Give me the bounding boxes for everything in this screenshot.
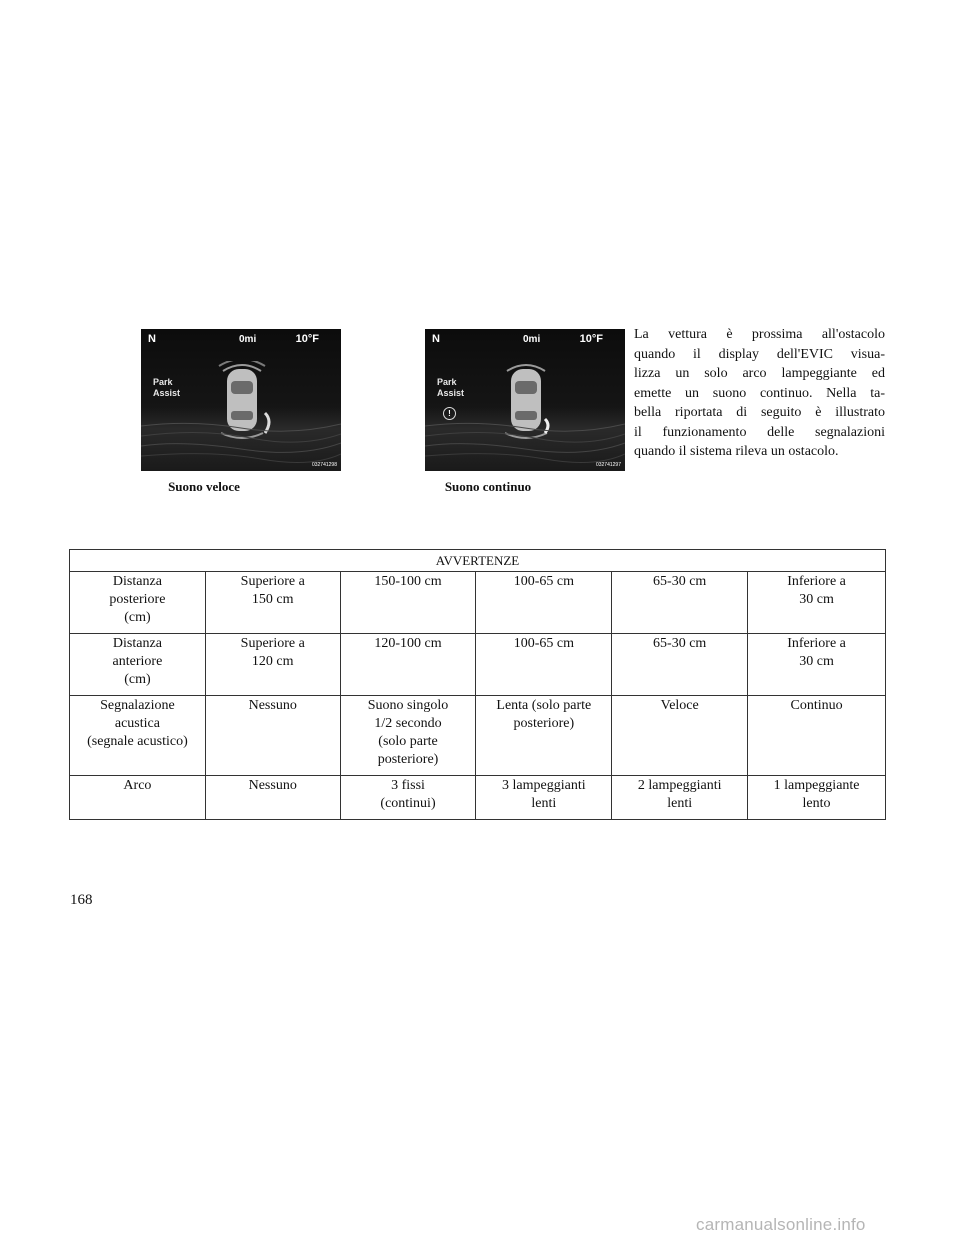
cell-line: Lenta (solo parte (496, 698, 592, 713)
table-row (70, 696, 886, 776)
table-cell (340, 776, 476, 820)
table-cell (612, 634, 748, 696)
park-assist-label-line1: Park (437, 377, 457, 387)
cell-line: (cm) (124, 672, 151, 687)
table-cell (205, 696, 340, 776)
park-assist-label-line2: Assist (437, 388, 465, 398)
paragraph-line: La vettura è prossima all'ostacolo (634, 327, 885, 342)
image-code: 032741298 (311, 462, 337, 468)
gear-indicator: N (148, 333, 156, 345)
park-assist-display (425, 329, 625, 471)
table-cell (476, 634, 612, 696)
cell-line: Nessuno (248, 778, 297, 793)
cell-line: 30 cm (799, 654, 834, 669)
cell-line: Continuo (790, 698, 843, 713)
table-cell (748, 634, 886, 696)
cell-line: posteriore (109, 592, 166, 607)
image-code: 032741297 (595, 462, 621, 468)
table-cell (340, 634, 476, 696)
table-cell (205, 776, 340, 820)
table-cell (748, 572, 886, 634)
paragraph-line: il funzionamento delle segnalazioni (634, 424, 885, 440)
table-title-row (70, 550, 886, 572)
table-cell (340, 696, 476, 776)
cell-line: Superiore a (240, 574, 305, 589)
cell-line: lenti (667, 796, 693, 811)
cell-line: 65-30 cm (653, 574, 707, 589)
cell-line: Suono singolo (367, 698, 449, 713)
table-row (70, 572, 886, 634)
table-cell (748, 776, 886, 820)
paragraph-line: quando il display dell'EVIC visua- (634, 346, 885, 362)
park-assist-label (437, 377, 464, 399)
table-cell (205, 634, 340, 696)
cell-line: Inferiore a (787, 636, 846, 651)
cell-line: (solo parte (378, 734, 438, 749)
table-title: AVVERTENZE (70, 550, 886, 572)
paragraph-line: quando il sistema rileva un ostacolo. (634, 444, 839, 459)
paragraph-line: emette un suono continuo. Nella ta- (634, 385, 885, 401)
page-number: 168 (70, 892, 93, 908)
cell-line: Distanza (112, 574, 162, 589)
gear-indicator: N (432, 333, 440, 345)
cell-line: (segnale acustico) (87, 734, 188, 749)
cell-line: Arco (123, 778, 152, 793)
cell-line: lento (802, 796, 831, 811)
cell-line: 100-65 cm (513, 574, 574, 589)
cell-line: anteriore (112, 654, 163, 669)
table-row (70, 776, 886, 820)
cell-line: Segnalazione (100, 698, 175, 713)
park-assist-display (141, 329, 341, 471)
warning-icon: ! (443, 407, 456, 420)
cell-line: (continui) (380, 796, 436, 811)
watermark: carmanualsonline.info (696, 1215, 866, 1234)
table-body (70, 572, 886, 820)
body-paragraph (634, 325, 885, 462)
figure-caption: Suono veloce (168, 479, 240, 494)
table-cell (476, 776, 612, 820)
cell-line: 3 lampeggianti (502, 778, 586, 793)
park-assist-label-line2: Assist (153, 388, 181, 398)
table-cell (476, 696, 612, 776)
cell-line: acustica (114, 716, 160, 731)
odometer-readout: 0mi (523, 334, 541, 345)
table-cell (70, 696, 206, 776)
cell-line: posteriore) (377, 752, 439, 767)
cell-line: posteriore) (513, 716, 575, 731)
cell-line: Nessuno (248, 698, 297, 713)
cell-line: 150-100 cm (374, 574, 442, 589)
temperature-readout: 10°F (295, 333, 319, 345)
cell-line: lenti (531, 796, 557, 811)
paragraph-line: bella riportata di seguito è illustrato (634, 405, 885, 420)
cell-line: Superiore a (240, 636, 305, 651)
cell-line: (cm) (124, 610, 151, 625)
figure-fast-sound (141, 329, 341, 494)
table-cell (70, 634, 206, 696)
odometer-readout: 0mi (239, 334, 257, 345)
paragraph-line: lizza un solo arco lampeggiante ed (634, 366, 885, 381)
cell-line: 65-30 cm (653, 636, 707, 651)
warnings-table (69, 549, 886, 820)
cell-line: 1/2 secondo (374, 716, 442, 731)
table-row (70, 634, 886, 696)
table-cell (612, 776, 748, 820)
park-assist-label-line1: Park (153, 377, 173, 387)
cell-line: 30 cm (799, 592, 834, 607)
temperature-readout: 10°F (579, 333, 603, 345)
table-cell (70, 572, 206, 634)
table-cell (612, 696, 748, 776)
table-cell (340, 572, 476, 634)
table-cell (748, 696, 886, 776)
figure-continuous-sound (425, 329, 625, 494)
cell-line: Distanza (112, 636, 162, 651)
cell-line: 120 cm (251, 654, 294, 669)
figure-caption: Suono continuo (444, 479, 532, 494)
cell-line: 1 lampeggiante (773, 778, 860, 793)
cell-line: 3 fissi (391, 778, 425, 793)
table-cell (612, 572, 748, 634)
cell-line: 2 lampeggianti (637, 778, 722, 793)
cell-line: Veloce (660, 698, 699, 713)
cell-line: 150 cm (251, 592, 294, 607)
cell-line: Inferiore a (787, 574, 846, 589)
table-cell (205, 572, 340, 634)
cell-line: 100-65 cm (513, 636, 574, 651)
cell-line: 120-100 cm (374, 636, 442, 651)
table-cell (476, 572, 612, 634)
table-cell (70, 776, 206, 820)
park-assist-label (153, 377, 180, 399)
